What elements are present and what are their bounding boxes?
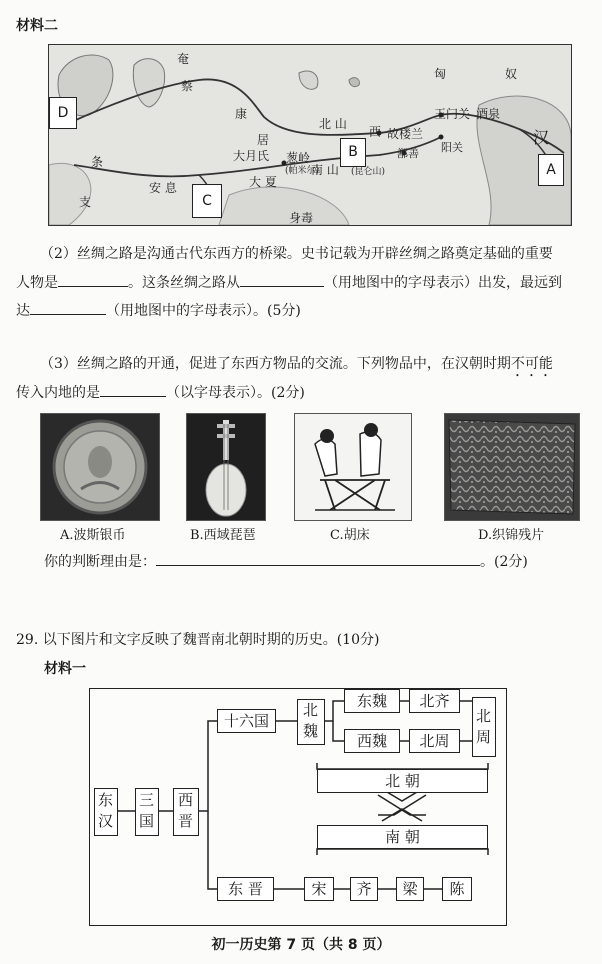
- period-shiliuguo: 十六国: [217, 709, 276, 733]
- label-jiuquan: 酒泉: [476, 107, 501, 121]
- label-shanshan: 鄯善: [397, 147, 419, 160]
- label-zhi: 支: [79, 195, 92, 209]
- map-terrain: [49, 45, 571, 225]
- dynasty-song: 宋: [304, 877, 334, 901]
- label-yan: 奄: [177, 52, 190, 66]
- label-daxia: 大 夏: [249, 175, 277, 189]
- label-nu: 奴: [505, 67, 518, 81]
- label-kunlun: (昆仑山): [351, 167, 386, 177]
- label-congling: 葱岭: [286, 151, 311, 165]
- label-dayuezhi: 大月氏: [233, 149, 270, 163]
- answer-blank-item[interactable]: [100, 382, 166, 397]
- period-beichao: 北 朝: [317, 769, 488, 793]
- q2-line1: （2）丝绸之路是沟通古代东西方的桥梁。史书记载为开辟丝绸之路奠定基础的重要: [40, 246, 553, 262]
- label-yangguan: 阳关: [441, 141, 463, 154]
- q3-line2: 传入内地的是 （以字母表示）。(2分): [16, 382, 305, 403]
- map-box-c: C: [192, 184, 222, 218]
- answer-blank-reason[interactable]: [156, 551, 480, 566]
- map-box-d: D: [49, 97, 77, 129]
- coin-icon: [41, 414, 159, 520]
- page-footer: 初一历史第 7 页（共 8 页）: [211, 937, 391, 953]
- dynasty-donghan: 东汉: [94, 788, 118, 836]
- caption-a: A.波斯银币: [60, 528, 126, 543]
- label-beishan: 北 山: [319, 117, 347, 131]
- emphasis-not-possible: 不可能: [510, 356, 553, 372]
- map-box-a: A: [538, 154, 564, 186]
- label-anxi: 安 息: [149, 181, 177, 195]
- answer-blank-person[interactable]: [58, 272, 128, 287]
- material-one-heading: 材料一: [44, 661, 86, 677]
- dynasty-chen: 陈: [442, 877, 472, 901]
- q3-reason-line: 你的判断理由是： 。(2分): [44, 551, 528, 572]
- photo-brocade: [444, 413, 580, 521]
- dynasty-liang: 梁: [396, 877, 424, 901]
- q2-line2: 人物是 。这条丝绸之路从 （用地图中的字母表示）出发，最远到: [16, 272, 562, 293]
- silk-road-map: [48, 44, 572, 226]
- dynasty-beizhou-small: 北周: [409, 729, 460, 753]
- label-shendu: 身毒: [289, 211, 314, 225]
- label-yumenguan: 玉门关: [434, 107, 471, 121]
- label-nanshan: 南 山: [311, 163, 339, 177]
- caption-b: B.西域琵琶: [190, 528, 256, 543]
- dynasty-xiwei: 西魏: [344, 729, 400, 753]
- material-two-heading: 材料二: [16, 18, 58, 34]
- pipa-icon: [187, 414, 265, 520]
- label-xiong: 匈: [434, 67, 447, 81]
- dynasty-sanguo: 三国: [135, 788, 159, 836]
- answer-blank-start[interactable]: [240, 272, 324, 287]
- label-gulousan: 故楼兰: [387, 127, 424, 141]
- brocade-pattern-icon: [445, 414, 579, 520]
- dynasty-dongjin: 东 晋: [217, 877, 274, 901]
- q2-line3: 达 （用地图中的字母表示）。(5分): [16, 300, 301, 321]
- dynasty-dongwei: 东魏: [344, 689, 400, 713]
- label-pamir: (帕米尔): [285, 166, 320, 176]
- caption-d: D.织锦残片: [478, 528, 545, 543]
- label-han: 汉: [533, 128, 550, 147]
- label-tiao: 条: [91, 155, 104, 169]
- dynasty-xijin: 西晋: [173, 788, 199, 836]
- map-box-b: B: [340, 138, 366, 167]
- answer-blank-end[interactable]: [30, 300, 106, 315]
- dynasty-beiqi: 北齐: [409, 689, 460, 713]
- label-xi: 西: [369, 125, 382, 139]
- q29-title: 29. 以下图片和文字反映了魏晋南北朝时期的历史。(10分): [16, 632, 380, 648]
- dynasty-diagram: [89, 688, 507, 926]
- hu-bed-illustration-icon: [295, 414, 411, 520]
- dynasty-beiwei: 北魏: [297, 699, 325, 745]
- q3-line1: （3）丝绸之路的开通，促进了东西方物品的交流。下列物品中，在汉朝时期不可能: [40, 356, 553, 372]
- label-ju: 居: [257, 133, 270, 147]
- caption-c: C.胡床: [330, 528, 370, 543]
- dynasty-qi: 齐: [350, 877, 378, 901]
- label-cai: 蔡: [181, 79, 194, 93]
- photo-hu-bed: [294, 413, 412, 521]
- period-nanchao: 南 朝: [317, 825, 488, 849]
- label-kang: 康: [235, 107, 248, 121]
- dynasty-beizhou: 北周: [472, 697, 496, 757]
- photo-pipa: [186, 413, 266, 521]
- photo-persian-coin: [40, 413, 160, 521]
